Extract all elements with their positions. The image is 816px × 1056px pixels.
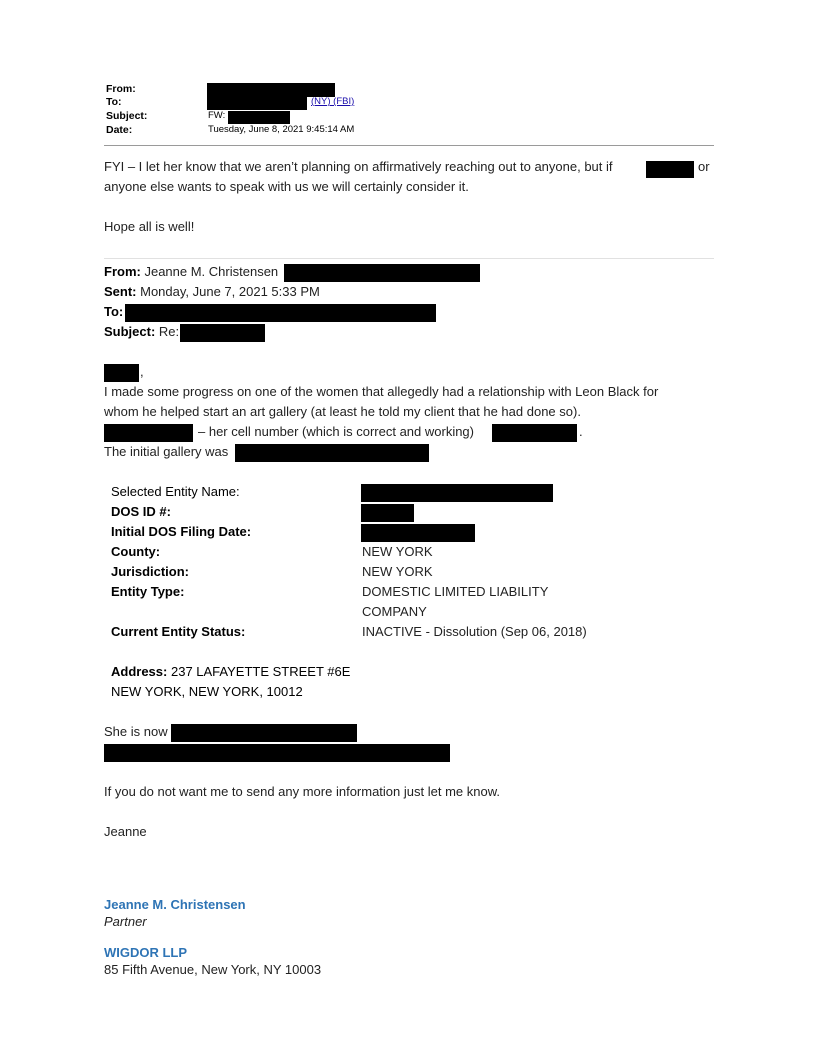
- redaction-forward-from-email: [284, 264, 480, 282]
- redaction-entity-name: [361, 484, 553, 502]
- forward-from-label: From:: [104, 264, 141, 279]
- para3-initial-gallery: The initial gallery was: [104, 444, 229, 459]
- header-subject-label: Subject:: [106, 110, 148, 122]
- redaction-header-to: [207, 97, 307, 110]
- entity-dos-id-label: DOS ID #:: [111, 504, 171, 519]
- signature-firm: WIGDOR LLP: [104, 945, 188, 960]
- forward-subject-value: Re:: [158, 324, 180, 339]
- para2-end: .: [579, 424, 583, 439]
- entity-address-label: Address:: [111, 664, 168, 679]
- header-from-label: From:: [106, 83, 136, 95]
- entity-county-label: County:: [111, 544, 161, 559]
- para2-mid: – her cell number (which is correct and working): [198, 424, 474, 439]
- entity-filing-date-label: Initial DOS Filing Date:: [111, 524, 252, 539]
- signature-name: Jeanne M. Christensen: [104, 897, 246, 912]
- redaction-cell-number: [492, 424, 577, 442]
- redaction-top-name: [646, 161, 694, 178]
- forward-subject-label: Subject:: [104, 324, 156, 339]
- top-message-line1: [104, 157, 613, 177]
- header-subject-prefix: FW:: [208, 110, 226, 121]
- top-message-line2: anyone else wants to speak with us we will certainly consider it.: [104, 179, 469, 194]
- forward-from-value: Jeanne M. Christensen: [144, 264, 279, 279]
- forward-sent-label: Sent:: [104, 284, 137, 299]
- top-message-closing: Hope all is well!: [104, 219, 195, 234]
- request-text: If you do not want me to send any more information just let me know.: [104, 784, 500, 799]
- header-divider: [104, 145, 714, 146]
- forward-sent-line: [104, 282, 320, 302]
- entity-county-value: NEW YORK: [362, 544, 433, 559]
- forward-to-line: [104, 302, 123, 322]
- entity-jurisdiction-label: Jurisdiction:: [111, 564, 190, 579]
- signoff: Jeanne: [104, 824, 147, 839]
- entity-type-value-line2: COMPANY: [362, 604, 427, 619]
- header-date-label: Date:: [106, 124, 133, 136]
- redaction-header-from: [207, 83, 335, 97]
- entity-status-label: Current Entity Status:: [111, 624, 246, 639]
- greeting-comma: ,: [140, 364, 144, 379]
- now-text: She is now: [104, 724, 168, 739]
- entity-address-line2: NEW YORK, NEW YORK, 10012: [111, 684, 303, 699]
- entity-status-value: INACTIVE - Dissolution (Sep 06, 2018): [362, 624, 587, 639]
- redaction-dos-id: [361, 504, 414, 522]
- entity-address-value: 237 LAFAYETTE STREET #6E: [170, 664, 351, 679]
- forward-divider: [104, 258, 714, 259]
- forward-sent-value: Monday, June 7, 2021 5:33 PM: [140, 284, 320, 299]
- para1-line1: I made some progress on one of the women that allegedly had a relationship with Leon Black for: [104, 384, 659, 399]
- entity-type-label: Entity Type:: [111, 584, 185, 599]
- entity-jurisdiction-value: NEW YORK: [362, 564, 433, 579]
- redaction-forward-subject: [180, 324, 265, 342]
- redaction-forward-to: [125, 304, 436, 322]
- header-to-label: To:: [106, 96, 122, 108]
- header-date-value: Tuesday, June 8, 2021 9:45:14 AM: [208, 124, 355, 135]
- signature-title: Partner: [104, 914, 147, 929]
- top-message-line1-a: FYI – I let her know that we aren’t planning on affirmatively reaching out to anyone, but if: [104, 159, 613, 174]
- redaction-woman-name: [104, 424, 193, 442]
- header-to-link[interactable]: (NY) (FBI): [311, 96, 355, 107]
- redaction-gallery-name: [235, 444, 429, 462]
- redaction-greeting-name: [104, 364, 139, 382]
- redaction-filing-date: [361, 524, 475, 542]
- top-message-line1-b: or: [698, 159, 710, 174]
- entity-type-value-line1: DOMESTIC LIMITED LIABILITY: [362, 584, 549, 599]
- entity-address-line1: [111, 662, 350, 682]
- signature-address: 85 Fifth Avenue, New York, NY 10003: [104, 962, 322, 977]
- forward-from-line: [104, 262, 278, 282]
- para1-line2: whom he helped start an art gallery (at least he told my client that he had done so).: [104, 404, 581, 419]
- redaction-header-subject: [228, 111, 290, 124]
- entity-name-label: Selected Entity Name:: [111, 484, 240, 499]
- forward-to-label: To:: [104, 304, 124, 319]
- redaction-now-name: [171, 724, 357, 742]
- redaction-now-details: [104, 744, 450, 762]
- forward-subject-line: [104, 322, 179, 342]
